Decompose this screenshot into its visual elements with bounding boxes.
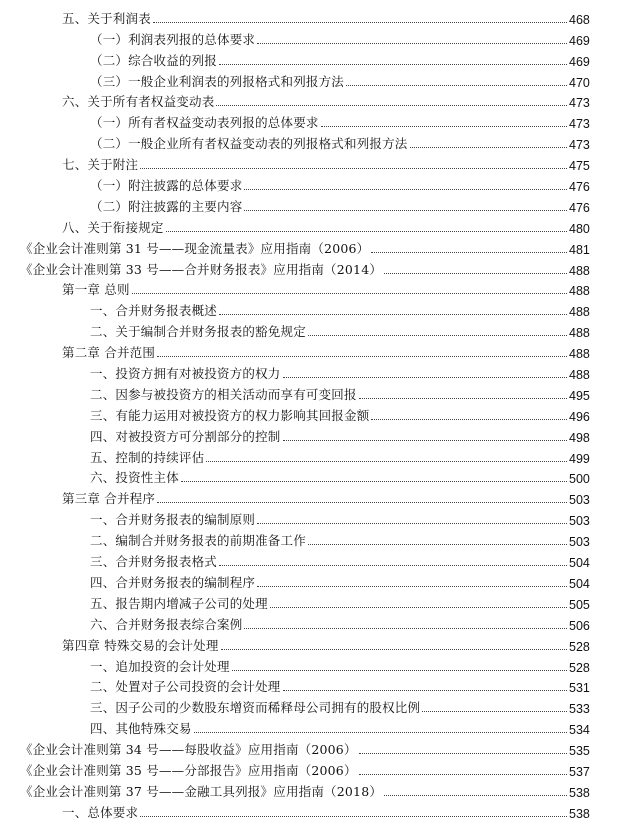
dot-leader bbox=[140, 816, 567, 817]
toc-entry-title: （一）所有者权益变动表列报的总体要求 bbox=[90, 115, 319, 131]
dot-leader bbox=[140, 168, 567, 169]
dot-leader bbox=[244, 189, 567, 190]
toc-entry-page-number: 535 bbox=[569, 744, 590, 759]
dot-leader bbox=[153, 22, 567, 23]
dot-leader bbox=[219, 565, 567, 566]
toc-entry[interactable] bbox=[0, 612, 639, 633]
dot-leader bbox=[157, 502, 567, 503]
dot-leader bbox=[219, 314, 567, 315]
toc-entry[interactable] bbox=[0, 382, 639, 403]
dot-leader bbox=[359, 753, 567, 754]
dot-leader bbox=[422, 711, 567, 712]
dot-leader bbox=[257, 586, 567, 587]
toc-entry-page-number: 488 bbox=[569, 263, 590, 278]
toc-entry-page-number: 488 bbox=[569, 305, 590, 320]
toc-entry-page-number: 473 bbox=[569, 117, 590, 132]
toc-entry-page-number: 538 bbox=[569, 806, 590, 821]
toc-entry[interactable] bbox=[0, 716, 639, 737]
dot-leader bbox=[283, 377, 567, 378]
toc-entry[interactable] bbox=[0, 570, 639, 591]
dot-leader bbox=[206, 461, 567, 462]
toc-entry-title: 四、其他特殊交易 bbox=[90, 721, 192, 737]
toc-entry-title: 六、投资性主体 bbox=[90, 470, 179, 486]
toc-entry-page-number: 498 bbox=[569, 430, 590, 445]
toc-entry-page-number: 473 bbox=[569, 96, 590, 111]
toc-entry-page-number: 534 bbox=[569, 723, 590, 738]
toc-entry[interactable] bbox=[0, 758, 639, 779]
toc-entry-title: 《企业会计准则第 34 号——每股收益》应用指南（2006） bbox=[20, 742, 357, 758]
dot-leader bbox=[384, 795, 567, 796]
dot-leader bbox=[219, 64, 567, 65]
toc-entry[interactable] bbox=[0, 319, 639, 340]
toc-entry-title: 《企业会计准则第 35 号——分部报告》应用指南（2006） bbox=[20, 762, 357, 778]
toc-entry-page-number: 538 bbox=[569, 785, 590, 800]
toc-entry-title: （一）利润表列报的总体要求 bbox=[90, 31, 256, 47]
toc-entry[interactable] bbox=[0, 466, 639, 487]
toc-entry-page-number: 469 bbox=[569, 54, 590, 69]
toc-entry-title: 七、关于附注 bbox=[62, 157, 139, 173]
toc-entry-page-number: 469 bbox=[569, 33, 590, 48]
toc-entry[interactable] bbox=[0, 549, 639, 570]
dot-leader bbox=[166, 231, 567, 232]
toc-entry-title: 第四章 特殊交易的会计处理 bbox=[62, 637, 219, 653]
toc-entry-title: 一、追加投资的会计处理 bbox=[90, 658, 230, 674]
toc-entry[interactable] bbox=[0, 800, 639, 821]
toc-entry-title: （二）综合收益的列报 bbox=[90, 52, 218, 68]
toc-entry-title: （三）一般企业利润表的列报格式和列报方法 bbox=[90, 73, 345, 89]
toc-entry-page-number: 476 bbox=[569, 180, 590, 195]
toc-entry-title: （二）附注披露的主要内容 bbox=[90, 198, 243, 214]
toc-entry-title: 一、合并财务报表概述 bbox=[90, 303, 218, 319]
toc-entry[interactable] bbox=[0, 48, 639, 69]
toc-entry-page-number: 504 bbox=[569, 576, 590, 591]
toc-entry-page-number: 503 bbox=[569, 535, 590, 550]
toc-entry-title: 二、关于编制合并财务报表的豁免规定 bbox=[90, 324, 306, 340]
toc-entry[interactable] bbox=[0, 6, 639, 27]
toc-entry[interactable] bbox=[0, 215, 639, 236]
dot-leader bbox=[232, 670, 567, 671]
dot-leader bbox=[132, 293, 567, 294]
toc-entry-title: 第一章 总则 bbox=[62, 282, 130, 298]
toc-entry-page-number: 531 bbox=[569, 681, 590, 696]
toc-entry-page-number: 506 bbox=[569, 618, 590, 633]
toc-entry-title: 三、合并财务报表格式 bbox=[90, 554, 218, 570]
toc-entry-title: 二、编制合并财务报表的前期准备工作 bbox=[90, 533, 306, 549]
toc-entry-title: 二、处置对子公司投资的会计处理 bbox=[90, 679, 281, 695]
toc-entry-page-number: 473 bbox=[569, 138, 590, 153]
toc-entry[interactable] bbox=[0, 152, 639, 173]
toc-entry-page-number: 533 bbox=[569, 702, 590, 717]
toc-entry[interactable] bbox=[0, 654, 639, 675]
toc-entry-title: 《企业会计准则第 33 号——合并财务报表》应用指南（2014） bbox=[20, 261, 383, 277]
dot-leader bbox=[371, 419, 567, 420]
toc-entry[interactable] bbox=[0, 528, 639, 549]
toc-entry-title: 第三章 合并程序 bbox=[62, 491, 156, 507]
toc-entry-title: 二、因参与被投资方的相关活动而享有可变回报 bbox=[90, 386, 357, 402]
dot-leader bbox=[308, 335, 567, 336]
dot-leader bbox=[308, 544, 567, 545]
toc-entry-page-number: 488 bbox=[569, 284, 590, 299]
toc-entry[interactable] bbox=[0, 236, 639, 257]
toc-entry[interactable] bbox=[0, 675, 639, 696]
toc-entry-page-number: 468 bbox=[569, 12, 590, 27]
toc-entry-title: （二）一般企业所有者权益变动表的列报格式和列报方法 bbox=[90, 136, 408, 152]
toc-entry-page-number: 488 bbox=[569, 326, 590, 341]
dot-leader bbox=[384, 273, 567, 274]
toc-entry[interactable] bbox=[0, 361, 639, 382]
toc-entry[interactable] bbox=[0, 257, 639, 278]
toc-entry[interactable] bbox=[0, 445, 639, 466]
dot-leader bbox=[257, 43, 567, 44]
toc-entry[interactable] bbox=[0, 403, 639, 424]
toc-entry-page-number: 496 bbox=[569, 409, 590, 424]
toc-entry-title: 第二章 合并范围 bbox=[62, 345, 156, 361]
toc-entry-page-number: 500 bbox=[569, 472, 590, 487]
toc-entry-page-number: 480 bbox=[569, 221, 590, 236]
toc-entry[interactable] bbox=[0, 507, 639, 528]
toc-entry-title: 一、投资方拥有对被投资方的权力 bbox=[90, 366, 281, 382]
toc-entry[interactable] bbox=[0, 278, 639, 299]
toc-entry-page-number: 505 bbox=[569, 597, 590, 612]
toc-entry-title: （一）附注披露的总体要求 bbox=[90, 178, 243, 194]
toc-entry-page-number: 495 bbox=[569, 388, 590, 403]
toc-entry-title: 一、总体要求 bbox=[62, 804, 139, 820]
toc-entry[interactable] bbox=[0, 486, 639, 507]
toc-entry[interactable] bbox=[0, 424, 639, 445]
dot-leader bbox=[283, 440, 567, 441]
toc-entry-page-number: 528 bbox=[569, 660, 590, 675]
toc-entry-title: 五、关于利润表 bbox=[62, 10, 151, 26]
dot-leader bbox=[410, 147, 567, 148]
dot-leader bbox=[257, 523, 567, 524]
toc-entry-page-number: 499 bbox=[569, 451, 590, 466]
toc-entry[interactable] bbox=[0, 131, 639, 152]
toc-entry[interactable] bbox=[0, 69, 639, 90]
dot-leader bbox=[157, 356, 567, 357]
toc-entry-title: 《企业会计准则第 31 号——现金流量表》应用指南（2006） bbox=[20, 240, 370, 256]
dot-leader bbox=[283, 690, 567, 691]
toc-entry[interactable] bbox=[0, 298, 639, 319]
toc-entry-page-number: 475 bbox=[569, 159, 590, 174]
toc-entry-page-number: 470 bbox=[569, 75, 590, 90]
toc-entry-page-number: 488 bbox=[569, 347, 590, 362]
toc-entry-page-number: 504 bbox=[569, 556, 590, 571]
toc-entry-title: 三、有能力运用对被投资方的权力影响其回报金额 bbox=[90, 407, 370, 423]
toc-entry[interactable] bbox=[0, 695, 639, 716]
toc-entry-page-number: 481 bbox=[569, 242, 590, 257]
toc-entry[interactable] bbox=[0, 737, 639, 758]
table-of-contents bbox=[0, 6, 639, 821]
toc-entry[interactable] bbox=[0, 779, 639, 800]
dot-leader bbox=[194, 732, 567, 733]
dot-leader bbox=[371, 252, 567, 253]
dot-leader bbox=[270, 607, 567, 608]
toc-entry[interactable] bbox=[0, 194, 639, 215]
toc-entry-page-number: 488 bbox=[569, 368, 590, 383]
toc-entry[interactable] bbox=[0, 90, 639, 111]
dot-leader bbox=[221, 649, 567, 650]
toc-entry-page-number: 537 bbox=[569, 764, 590, 779]
dot-leader bbox=[181, 481, 567, 482]
toc-entry-page-number: 503 bbox=[569, 493, 590, 508]
toc-entry-title: 五、报告期内增减子公司的处理 bbox=[90, 595, 268, 611]
toc-entry[interactable] bbox=[0, 173, 639, 194]
dot-leader bbox=[244, 210, 567, 211]
toc-entry-title: 六、合并财务报表综合案例 bbox=[90, 616, 243, 632]
toc-entry-title: 五、控制的持续评估 bbox=[90, 449, 205, 465]
dot-leader bbox=[216, 105, 567, 106]
toc-entry[interactable] bbox=[0, 27, 639, 48]
toc-entry-title: 四、合并财务报表的编制程序 bbox=[90, 574, 256, 590]
toc-entry-title: 八、关于衔接规定 bbox=[62, 219, 164, 235]
toc-entry[interactable] bbox=[0, 591, 639, 612]
toc-entry-page-number: 476 bbox=[569, 200, 590, 215]
toc-entry-title: 一、合并财务报表的编制原则 bbox=[90, 512, 256, 528]
toc-entry-page-number: 528 bbox=[569, 639, 590, 654]
toc-entry[interactable] bbox=[0, 340, 639, 361]
toc-entry-title: 四、对被投资方可分割部分的控制 bbox=[90, 428, 281, 444]
toc-entry-page-number: 503 bbox=[569, 514, 590, 529]
dot-leader bbox=[359, 774, 567, 775]
dot-leader bbox=[244, 628, 567, 629]
toc-entry-title: 三、因子公司的少数股东增资而稀释母公司拥有的股权比例 bbox=[90, 700, 421, 716]
toc-entry[interactable] bbox=[0, 110, 639, 131]
toc-entry-title: 《企业会计准则第 37 号——金融工具列报》应用指南（2018） bbox=[20, 783, 383, 799]
toc-entry-title: 六、关于所有者权益变动表 bbox=[62, 94, 215, 110]
toc-entry[interactable] bbox=[0, 633, 639, 654]
dot-leader bbox=[321, 126, 567, 127]
dot-leader bbox=[346, 85, 567, 86]
dot-leader bbox=[359, 398, 567, 399]
